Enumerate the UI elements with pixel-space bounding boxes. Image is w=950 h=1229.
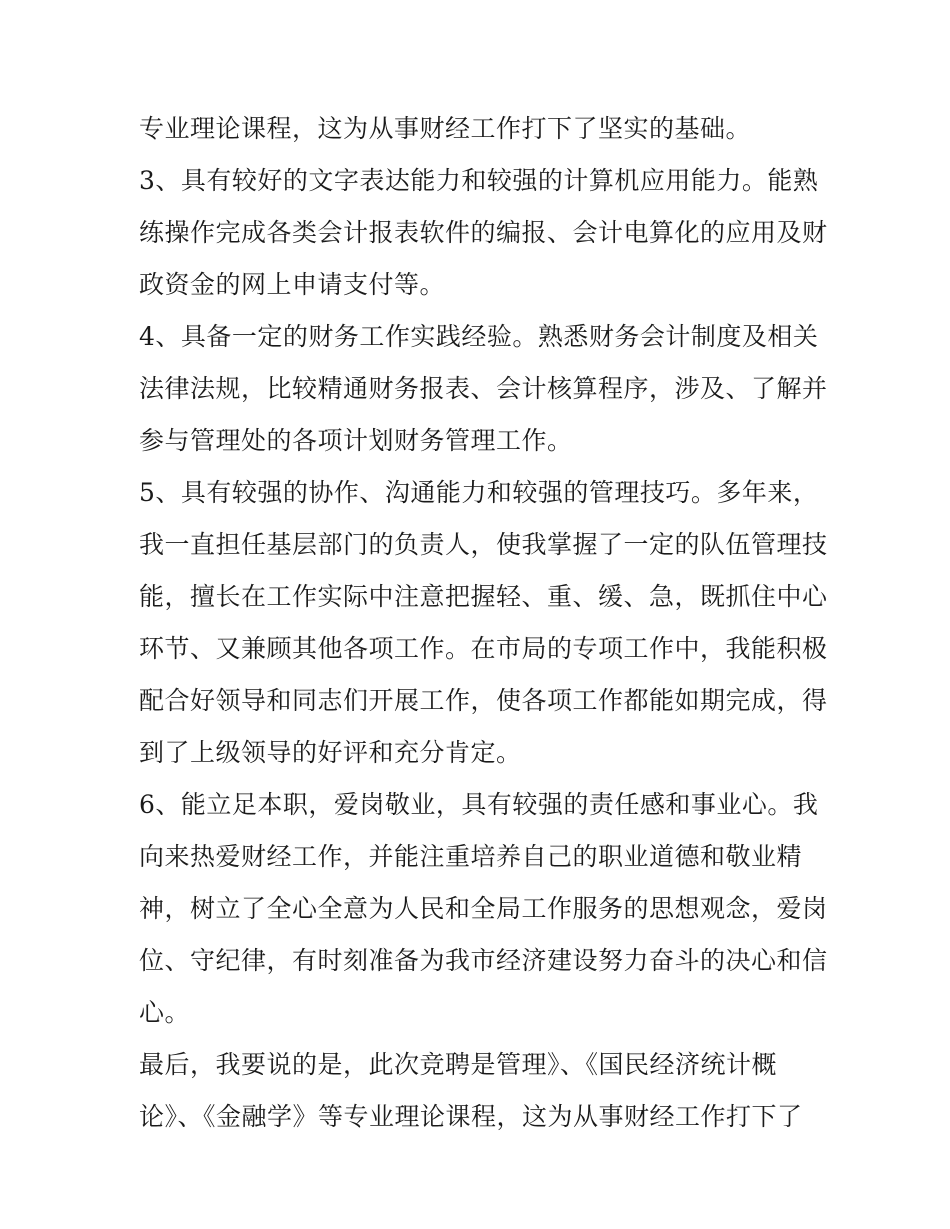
text-line: 神，树立了全心全意为人民和全局工作服务的思想观念，爱岗 (139, 894, 828, 923)
text-line: 位、守纪律，有时刻准备为我市经济建设努力奋斗的决心和信 (139, 946, 828, 975)
text-line: 专业理论课程，这为从事财经工作打下了坚实的基础。 (139, 114, 752, 143)
text-line: 练操作完成各类会计报表软件的编报、会计电算化的应用及财 (139, 218, 828, 247)
text-line: 心。 (139, 998, 191, 1027)
text-line: 5、具有较强的协作、沟通能力和较强的管理技巧。多年来， (139, 478, 819, 507)
text-line: 4、具备一定的财务工作实践经验。熟悉财务会计制度及相关 (139, 322, 819, 351)
text-line: 3、具有较好的文字表达能力和较强的计算机应用能力。能熟 (139, 166, 819, 195)
text-line: 配合好领导和同志们开展工作，使各项工作都能如期完成，得 (139, 686, 828, 715)
text-line: 法律法规，比较精通财务报表、会计核算程序，涉及、了解并 (139, 374, 828, 403)
text-line: 环节、又兼顾其他各项工作。在市局的专项工作中，我能积极 (139, 634, 828, 663)
text-line: 6、能立足本职，爱岗敬业，具有较强的责任感和事业心。我 (139, 790, 819, 819)
text-line: 能，擅长在工作实际中注意把握轻、重、缓、急，既抓住中心 (139, 582, 828, 611)
text-line: 最后，我要说的是，此次竞聘是管理》、《国民经济统计概 (139, 1050, 778, 1079)
text-line: 向来热爱财经工作，并能注重培养自己的职业道德和敬业精 (139, 842, 803, 871)
text-line: 参与管理处的各项计划财务管理工作。 (139, 426, 573, 455)
text-line: 政资金的网上申请支付等。 (139, 270, 446, 299)
text-line: 论》、《金融学》等专业理论课程，这为从事财经工作打下了 (139, 1102, 803, 1131)
text-line: 到了上级领导的好评和充分肯定。 (139, 738, 522, 767)
text-line: 我一直担任基层部门的负责人，使我掌握了一定的队伍管理技 (139, 530, 828, 559)
